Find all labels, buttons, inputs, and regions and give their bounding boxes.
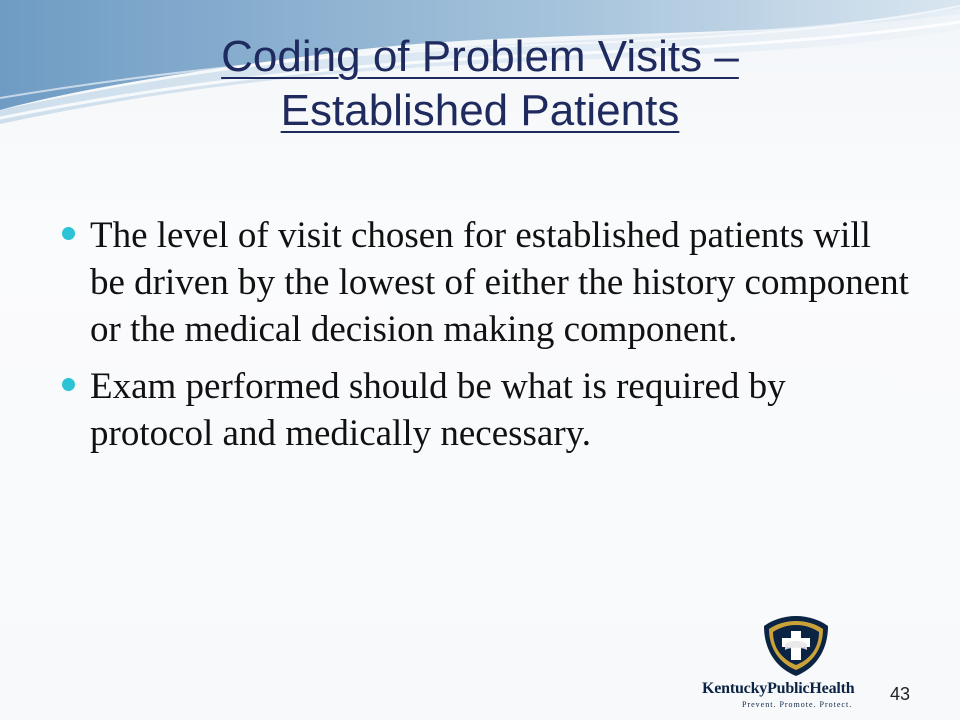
kentucky-public-health-logo (700, 612, 900, 712)
logo-name: KentuckyPublicHealth (702, 680, 855, 697)
slide-title-line-2: Established Patients (280, 86, 680, 135)
bullet-dot-icon (62, 378, 75, 391)
bullet-dot-icon (62, 227, 75, 240)
bullet-item (60, 212, 910, 353)
logo-tagline: Prevent. Promote. Protect. (742, 700, 853, 709)
slide-title-line-1: Coding of Problem Visits – (221, 32, 739, 81)
bullet-text: Exam performed should be what is required by protocol and medically necessary. (90, 366, 786, 454)
bullet-list (60, 212, 910, 467)
slide-title (90, 30, 870, 138)
slide-number: 43 (890, 684, 911, 704)
bullet-item (60, 363, 910, 457)
shield-with-cross-icon (762, 614, 830, 678)
bullet-text: The level of visit chosen for established patients will be driven by the lowest of either the history component or the medical decision making component. (90, 215, 909, 350)
